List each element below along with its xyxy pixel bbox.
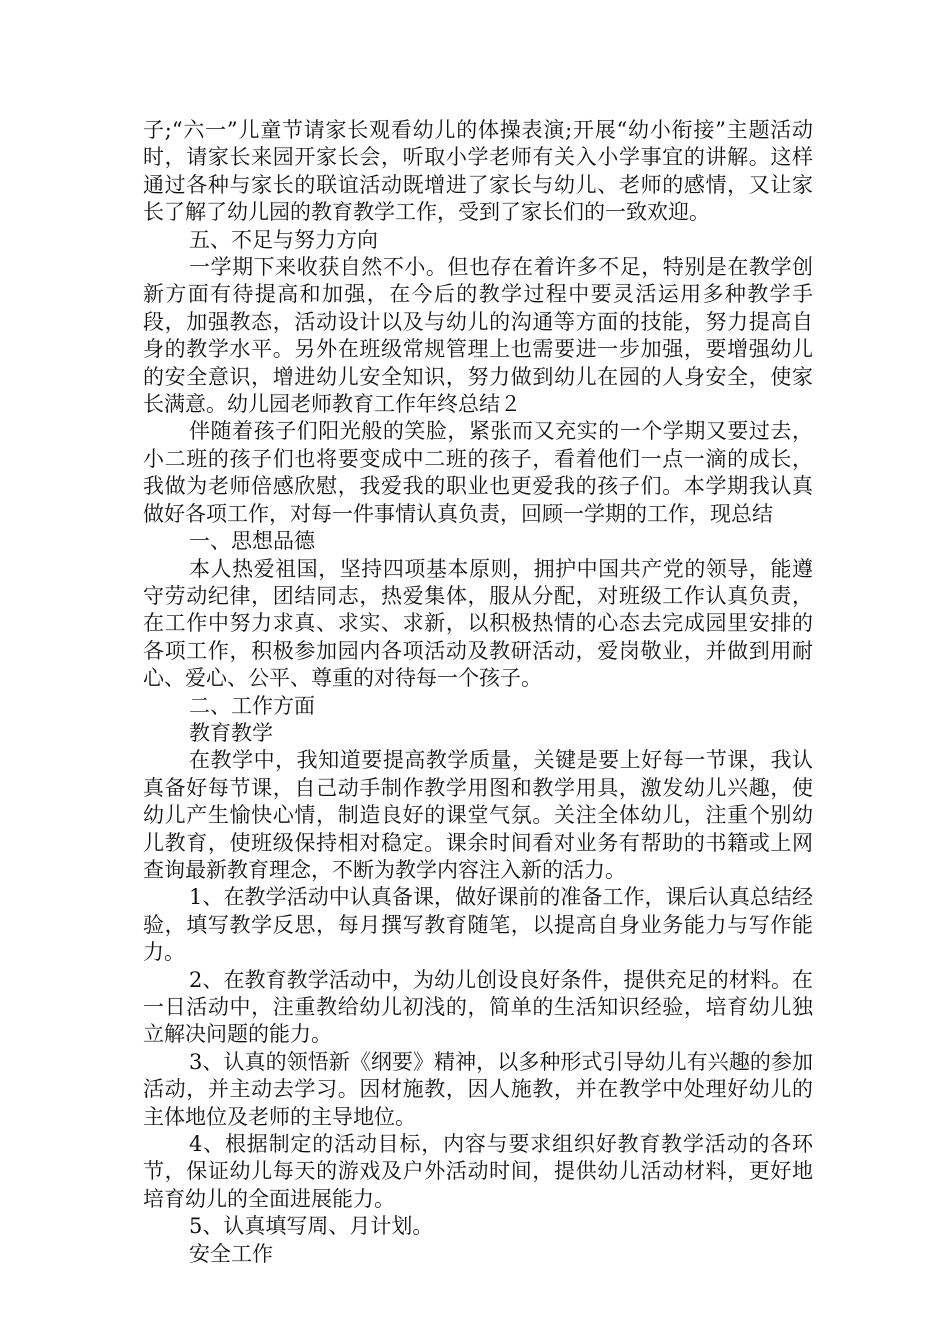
subheading-teaching: 教育教学 — [189, 720, 273, 745]
paragraph-summary-intro: 伴随着孩子们阳光般的笑脸，紧张而又充实的一个学期又要过去，小二班的孩子们也将要变成中二班的孩子，看着他们一点一滴的成长，我做为老师倍感欣慰，我爱我的职业也更爱我的孩子们。本学期我认真做好各项工作，对每一件事情认真负责，回顾一学期的工作，现总结 — [143, 419, 813, 526]
list-item-3: 3、认真的领悟新《纲要》精神，以多种形式引导幼儿有兴趣的参加活动，并主动去学习。因材施教，因人施教，并在教学中处理好幼儿的主体地位及老师的主导地位。 — [143, 1049, 813, 1129]
list-item-2: 2、在教育教学活动中，为幼儿创设良好条件，提供充足的材料。在一日活动中，注重教给幼儿初浅的，简单的生活知识经验，培育幼儿独立解决问题的能力。 — [143, 967, 813, 1047]
heading-moral-character: 一、思想品德 — [189, 529, 315, 554]
paragraph-moral-character: 本人热爱祖国，坚持四项基本原则，拥护中国共产党的领导，能遵守劳动纪律，团结同志，热爱集体，服从分配，对班级工作认真负责，在工作中努力求真、求实、求新，以积极热情的心态去完成园里安排的各项工作，积极参加园内各项活动及教研活动，爱岗敬业，并做到用耐心、爱心、公平、尊重的对待每一个孩子。 — [143, 556, 813, 691]
list-item-1: 1、在教学活动中认真备课，做好课前的准备工作，课后认真总结经验，填写教学反思，每月撰写教育随笔，以提高自身业务能力与写作能力。 — [143, 885, 813, 965]
paragraph-teaching: 在教学中，我知道要提高教学质量，关键是要上好每一节课，我认真备好每节课，自己动手制作教学用图和教学用具，激发幼儿兴趣，使幼儿产生愉快心情，制造良好的课堂气氛。关注全体幼儿，注重个别幼儿教育，使班级保持相对稳定。课余时间看对业务有帮助的书籍或上网查询最新教育理念，不断为教学内容注入新的活力。 — [143, 748, 813, 882]
heading-work-aspects: 二、工作方面 — [189, 693, 315, 718]
list-item-4: 4、根据制定的活动目标，内容与要求组织好教育教学活动的各环节，保证幼儿每天的游戏及户外活动时间，提供幼儿活动材料，更好地培育幼儿的全面进展能力。 — [143, 1132, 813, 1211]
list-item-5: 5、认真填写周、月计划。 — [189, 1214, 434, 1239]
subheading-safety: 安全工作 — [189, 1241, 273, 1266]
document-body — [143, 117, 813, 1268]
paragraph-home-activities-continued: 子;“六一”儿童节请家长观看幼儿的体操表演;开展“幼小衔接”主题活动时，请家长来园开家长会，听取小学老师有关入小学事宜的讲解。这样通过各种与家长的联谊活动既增进了家长与幼儿、老师的感情，又让家长了解了幼儿园的教育教学工作，受到了家长们的一致欢迎。 — [143, 118, 813, 225]
heading-shortcomings: 五、不足与努力方向 — [189, 227, 378, 252]
paragraph-shortcomings: 一学期下来收获自然不小。但也存在着许多不足，特别是在教学创新方面有待提高和加强，在今后的教学过程中要灵活运用多种教学手段，加强教态，活动设计以及与幼儿的沟通等方面的技能，努力提高自身的教学水平。另外在班级常规管理上也需要进一步加强，要增强幼儿的安全意识，增进幼儿安全知识，努力做到幼儿在园的人身安全，使家长满意。幼儿园老师教育工作年终总结２ — [143, 255, 813, 417]
